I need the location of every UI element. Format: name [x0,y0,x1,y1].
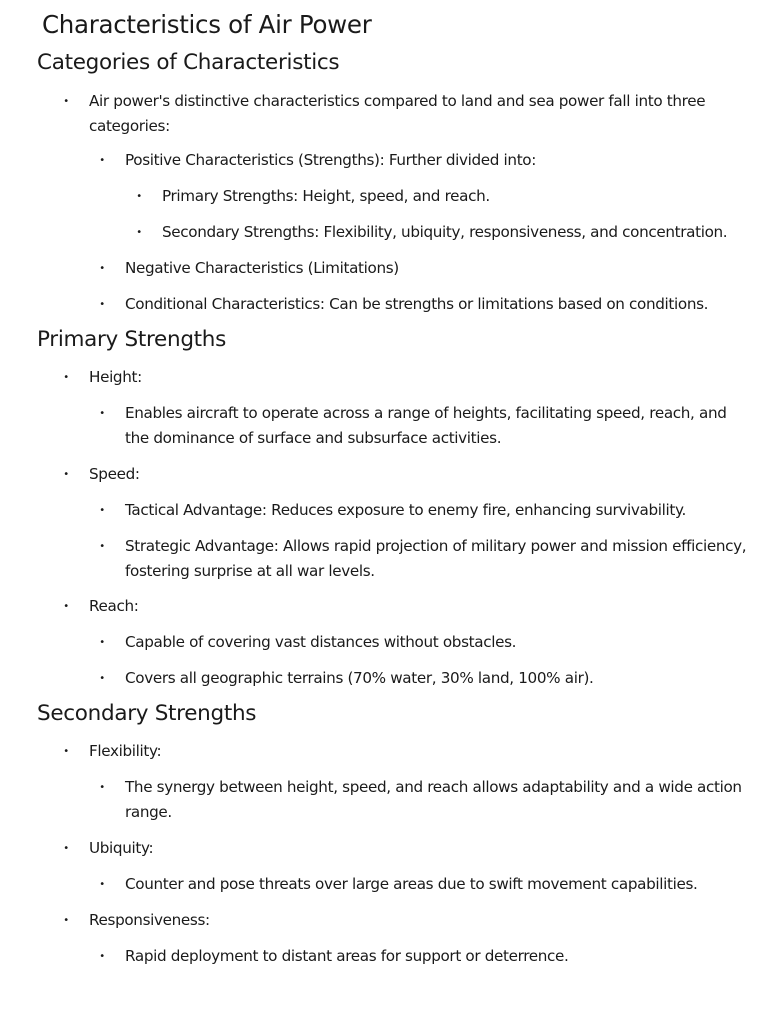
bullet-icon: • [136,227,142,238]
bullet-icon: • [99,155,105,166]
bullet-icon: • [63,746,69,757]
bullet-icon: • [63,915,69,926]
bullet-icon: • [63,372,69,383]
secondary-strengths-summary-item [136,220,752,245]
secondary-strengths-summary-text: Secondary Strengths: Flexibility, ubiquity, responsiveness, and concentration. [162,223,728,241]
reach-label: Reach: [89,597,139,615]
height-label: Height: [89,368,142,386]
document-title: Characteristics of Air Power [42,10,372,39]
responsiveness-item [63,908,729,933]
speed-strategic-point [99,534,753,584]
reach-distance-point [99,630,753,655]
bullet-icon: • [63,469,69,480]
height-point-text: Enables aircraft to operate across a range of heights, facilitating speed, reach, and the dominance of surface and subsurface activities. [125,404,727,447]
height-point [99,401,753,451]
bullet-icon: • [99,263,105,274]
categories-intro-text: Air power's distinctive characteristics compared to land and sea power fall into three categories: [89,92,706,135]
bullet-icon: • [99,637,105,648]
bullet-icon: • [99,951,105,962]
speed-strategic-text: Strategic Advantage: Allows rapid projection of military power and mission efficiency, fostering surprise at all war levels. [125,537,747,580]
reach-terrain-point [99,666,753,691]
bullet-icon: • [99,541,105,552]
speed-item [63,462,729,487]
ubiquity-point-text: Counter and pose threats over large areas due to swift movement capabilities. [125,875,698,893]
bullet-icon: • [99,782,105,793]
speed-label: Speed: [89,465,140,483]
conditional-characteristics-item [99,292,753,317]
reach-distance-text: Capable of covering vast distances without obstacles. [125,633,517,651]
speed-tactical-point [99,498,753,523]
negative-characteristics-item [99,256,753,281]
height-item [63,365,729,390]
responsiveness-point [99,944,753,969]
ubiquity-label: Ubiquity: [89,839,154,857]
bullet-icon: • [63,96,69,107]
section-heading-primary-strengths: Primary Strengths [37,327,227,352]
responsiveness-point-text: Rapid deployment to distant areas for support or deterrence. [125,947,569,965]
ubiquity-item [63,836,729,861]
bullet-icon: • [99,673,105,684]
speed-tactical-text: Tactical Advantage: Reduces exposure to enemy fire, enhancing survivability. [125,501,686,519]
bullet-icon: • [99,879,105,890]
responsiveness-label: Responsiveness: [89,911,210,929]
section-heading-secondary-strengths: Secondary Strengths [37,701,257,726]
positive-characteristics-text: Positive Characteristics (Strengths): Further divided into: [125,151,537,169]
categories-intro-item [63,89,729,139]
ubiquity-point [99,872,753,897]
primary-strengths-summary-text: Primary Strengths: Height, speed, and reach. [162,187,490,205]
primary-strengths-summary-item [136,184,752,209]
bullet-icon: • [99,505,105,516]
negative-characteristics-text: Negative Characteristics (Limitations) [125,259,399,277]
bullet-icon: • [63,601,69,612]
flexibility-label: Flexibility: [89,742,162,760]
section-heading-categories: Categories of Characteristics [37,50,340,75]
bullet-icon: • [63,843,69,854]
bullet-icon: • [136,191,142,202]
bullet-icon: • [99,299,105,310]
flexibility-point-text: The synergy between height, speed, and reach allows adaptability and a wide action range. [125,778,742,821]
bullet-icon: • [99,408,105,419]
flexibility-point [99,775,753,825]
flexibility-item [63,739,729,764]
positive-characteristics-item [99,148,753,173]
reach-item [63,594,729,619]
conditional-characteristics-text: Conditional Characteristics: Can be strengths or limitations based on conditions. [125,295,709,313]
reach-terrain-text: Covers all geographic terrains (70% water, 30% land, 100% air). [125,669,594,687]
